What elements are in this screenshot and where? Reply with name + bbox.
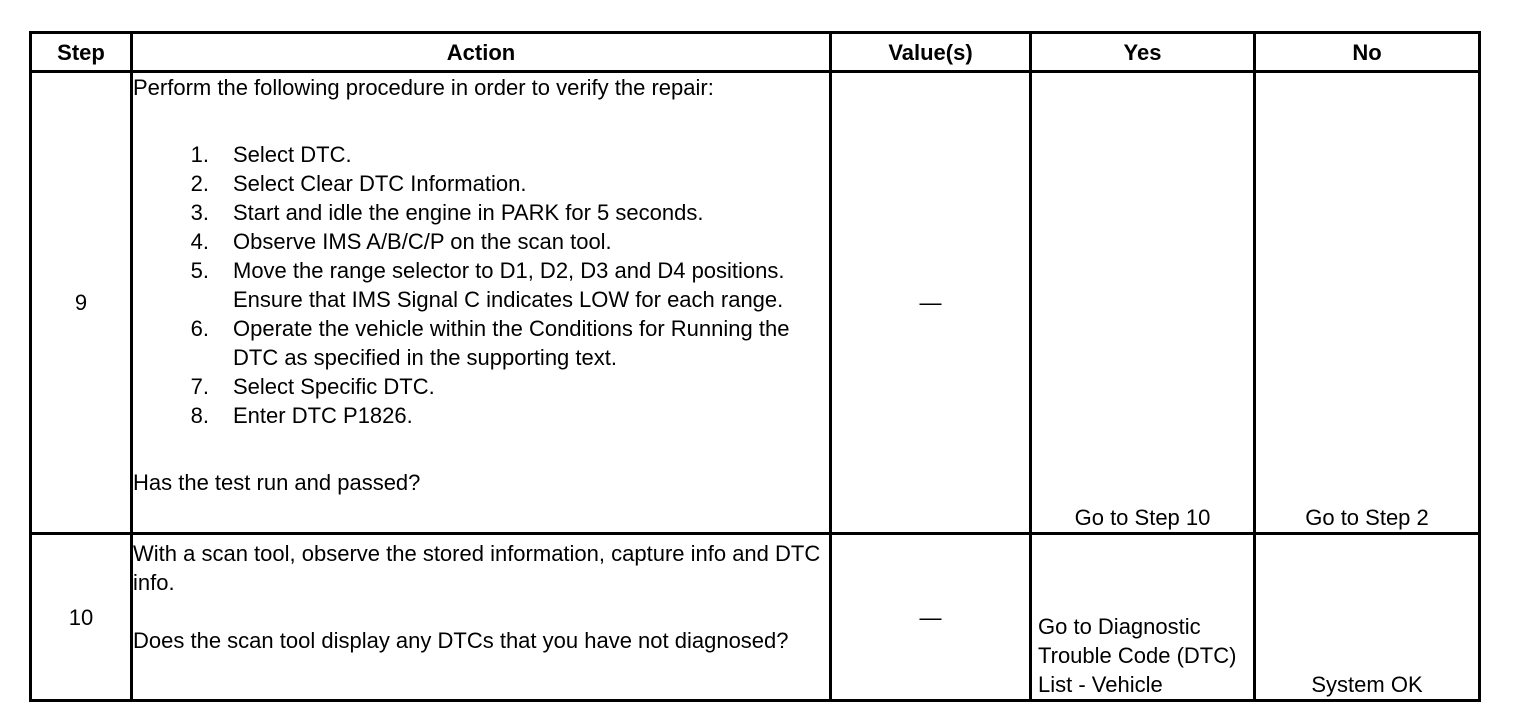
list-item-number: 4.	[190, 229, 209, 254]
table-row	[31, 72, 1480, 534]
action-question: Has the test run and passed?	[133, 470, 421, 495]
list-item-number: 8.	[190, 403, 209, 428]
list-item	[133, 372, 829, 401]
list-item-text: Select DTC.	[233, 142, 352, 167]
value-cell: —	[831, 72, 1031, 534]
step-number: 9	[31, 72, 132, 534]
list-item-number: 3.	[190, 200, 209, 225]
yes-cell: Go to Diagnostic Trouble Code (DTC) List - Vehicle	[1031, 534, 1255, 701]
list-item	[133, 314, 829, 372]
yes-cell: Go to Step 10	[1031, 72, 1255, 534]
action-cell	[132, 72, 831, 534]
value-cell: —	[831, 534, 1031, 701]
list-item-text: Select Clear DTC Information.	[233, 171, 527, 196]
diagnostic-table	[29, 31, 1481, 702]
action-cell	[132, 534, 831, 701]
action-intro: With a scan tool, observe the stored information, capture info and DTC info.	[133, 541, 821, 595]
no-cell: System OK	[1255, 534, 1480, 701]
header-action: Action	[132, 33, 831, 72]
list-item-number: 2.	[190, 171, 209, 196]
header-step: Step	[31, 33, 132, 72]
header-no: No	[1255, 33, 1480, 72]
list-item	[133, 401, 829, 430]
list-item	[133, 169, 829, 198]
list-item-text: Select Specific DTC.	[233, 374, 435, 399]
procedure-list	[133, 140, 829, 430]
action-intro: Perform the following procedure in order to verify the repair:	[133, 75, 714, 100]
list-item-text: Start and idle the engine in PARK for 5 seconds.	[233, 200, 704, 225]
list-item	[133, 140, 829, 169]
list-item-number: 7.	[190, 374, 209, 399]
list-item-text: Enter DTC P1826.	[233, 403, 413, 428]
header-values: Value(s)	[831, 33, 1031, 72]
header-yes: Yes	[1031, 33, 1255, 72]
list-item-text: Operate the vehicle within the Conditions for Running the DTC as specified in the supporting text.	[233, 316, 790, 370]
header-row	[31, 33, 1480, 72]
list-item	[133, 256, 829, 314]
no-cell: Go to Step 2	[1255, 72, 1480, 534]
list-item-number: 5.	[190, 258, 209, 283]
list-item	[133, 198, 829, 227]
list-item	[133, 227, 829, 256]
action-question: Does the scan tool display any DTCs that you have not diagnosed?	[133, 628, 789, 653]
list-item-number: 1.	[190, 142, 209, 167]
list-item-number: 6.	[190, 316, 209, 341]
step-number: 10	[31, 534, 132, 701]
table-row	[31, 534, 1480, 701]
list-item-text: Observe IMS A/B/C/P on the scan tool.	[233, 229, 612, 254]
list-item-text: Move the range selector to D1, D2, D3 and D4 positions. Ensure that IMS Signal C indicates LOW for each range.	[233, 258, 785, 312]
